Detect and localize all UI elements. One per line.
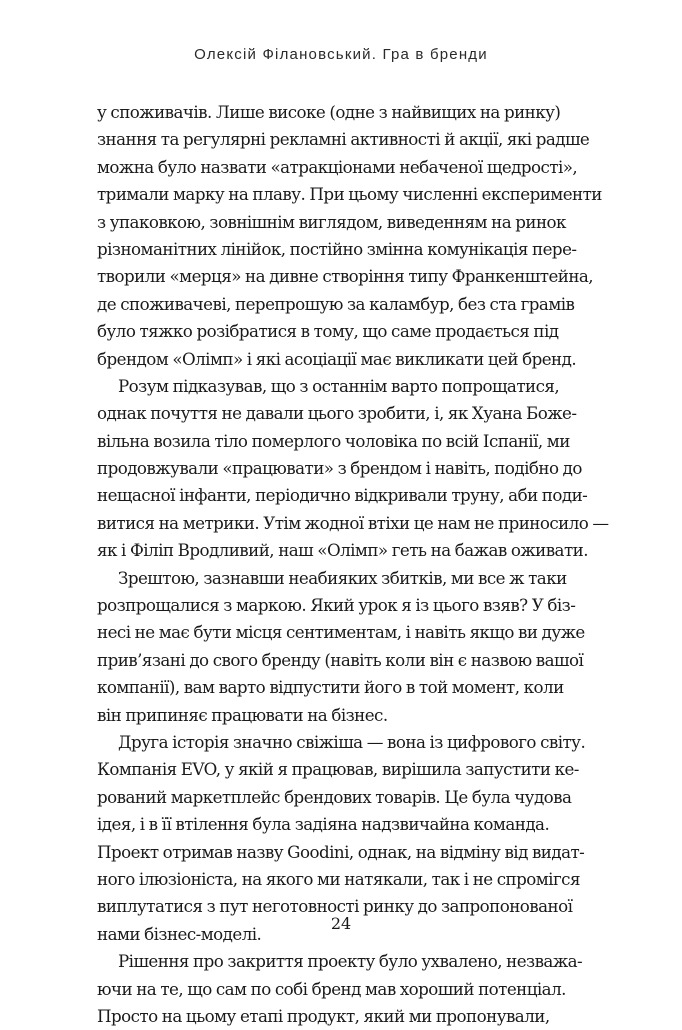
body-text xyxy=(97,99,609,1030)
text-line: виплутатися з пут неготовності ринку до запропонованої xyxy=(97,896,573,917)
text-line: несі не має бути місця сентиментам, і навіть якщо ви дуже xyxy=(97,622,585,643)
text-line: компанії), вам варто відпустити його в той момент, коли xyxy=(97,677,564,698)
paragraph-first-line: Зрештою, зазнавши неабияких збитків, ми все ж таки xyxy=(118,567,567,588)
text-line: ного ілюзіоніста, на якого ми натякали, так і не спромігся xyxy=(97,868,580,889)
text-line: з упаковкою, зовнішнім виглядом, виведенням на ринок xyxy=(97,211,566,232)
paragraph-first-line: Друга історія значно свіжіша — вона із цифрового світу. xyxy=(118,731,586,752)
text-line: брендом «Олімп» і які асоціації має викликати цей бренд. xyxy=(97,348,577,369)
text-line: витися на метрики. Утім жодної втіхи це нам не приносило — xyxy=(97,512,609,533)
paragraph-first-line: Розум підказував, що з останнім варто попрощатися, xyxy=(118,375,560,396)
text-line: Просто на цьому етапі продукт, який ми пропонували, xyxy=(97,1005,550,1026)
text-line: було тяжко розібратися в тому, що саме продається під xyxy=(97,321,559,342)
text-line: знання та регулярні рекламні активності й акції, які радше xyxy=(97,129,590,150)
text-line: розпрощалися з маркою. Який урок я із цього взяв? У біз- xyxy=(97,595,576,616)
text-line: нещасної інфанти, періодично відкривали труну, аби поди- xyxy=(97,485,588,506)
text-line: де споживачеві, перепрошую за каламбур, без ста грамів xyxy=(97,293,575,314)
text-line: Проект отримав назву Goodini, однак, на відміну від видат- xyxy=(97,841,585,862)
text-line: ідея, і в її втілення була задіяна надзвичайна команда. xyxy=(97,814,550,835)
text-line: творили «мерця» на дивне створіння типу Франкенштейна, xyxy=(97,266,594,287)
text-line: як і Філіп Вродливий, наш «Олімп» геть на бажав оживати. xyxy=(97,540,588,561)
paragraph-first-line: Рішення про закриття проекту було ухвалено, незважа- xyxy=(118,951,583,972)
text-line: нами бізнес-моделі. xyxy=(97,923,262,944)
text-line: Компанія EVO, у якій я працював, вирішила запустити ке- xyxy=(97,759,579,780)
text-line: ючи на те, що сам по собі бренд мав хороший потенціал. xyxy=(97,978,566,999)
text-line: вільна возила тіло померлого чоловіка по всій Іспанії, ми xyxy=(97,430,570,451)
text-line: різноманітних лінійок, постійно змінна комунікація пере- xyxy=(97,238,577,259)
text-line: у споживачів. Лише високе (одне з найвищих на ринку) xyxy=(97,102,561,122)
text-line: тримали марку на плаву. При цьому численні експерименти xyxy=(97,184,602,205)
page-number: 24 xyxy=(330,914,352,933)
text-line: можна було назвати «атракціонами небаченої щедрості», xyxy=(97,156,578,177)
text-line: рований маркетплейс брендових товарів. Це була чудова xyxy=(97,786,572,807)
text-line: він припиняє працювати на бізнес. xyxy=(97,704,388,725)
running-head: Олексій Філановський. Гра в бренди xyxy=(194,46,488,63)
text-line: продовжували «працювати» з брендом і навіть, подібно до xyxy=(97,458,582,479)
text-line: прив’язані до свого бренду (навіть коли він є назвою вашої xyxy=(97,649,584,670)
text-line: однак почуття не давали цього зробити, і, як Хуана Боже- xyxy=(97,403,577,424)
